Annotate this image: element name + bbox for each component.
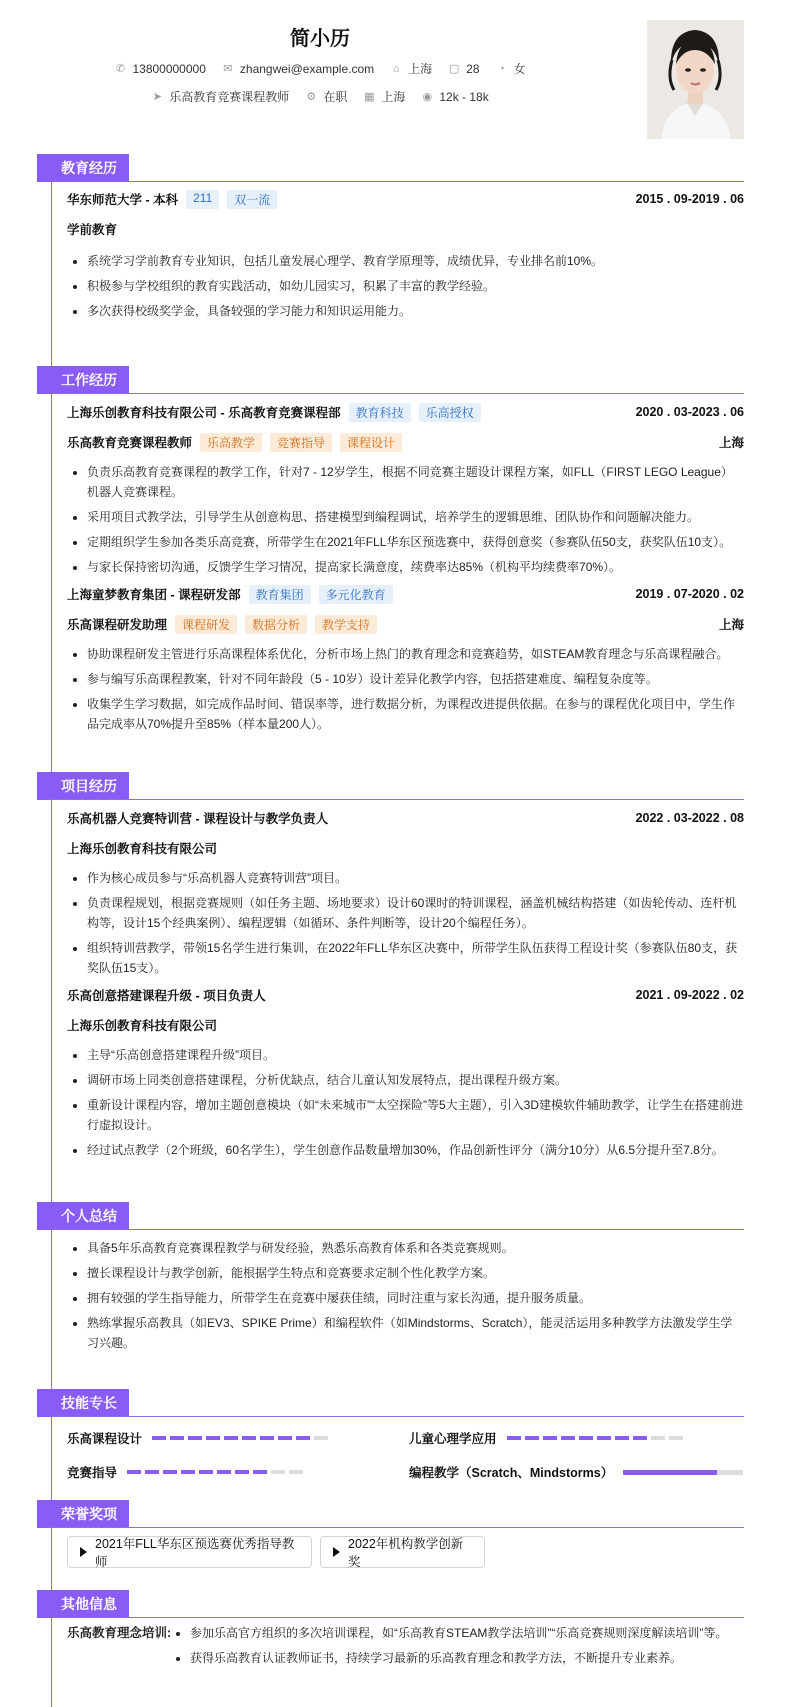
list-item: • 作为核心成员参与“乐高机器人竞赛特训营”项目。 bbox=[87, 868, 744, 888]
work-city-text: 上海 bbox=[381, 90, 406, 104]
skill-dash bbox=[543, 1436, 557, 1440]
role-row bbox=[67, 430, 744, 454]
skill-item bbox=[409, 1463, 743, 1481]
age-text: 28 bbox=[466, 61, 480, 76]
skill-dash bbox=[278, 1436, 292, 1440]
projects-section bbox=[67, 806, 744, 1165]
company-name: 上海童梦教育集团 - 课程研发部 bbox=[67, 588, 241, 602]
skill-dash bbox=[271, 1470, 285, 1474]
list-item: • 系统学习学前教育专业知识，包括儿童发展心理学、教育学原理等，成绩优异，专业排名前10%。 bbox=[87, 251, 744, 271]
list-item: • 多次获得校级奖学金，具备较强的学习能力和知识运用能力。 bbox=[87, 301, 744, 321]
role-tag: 课程设计 bbox=[340, 433, 402, 452]
section-divider bbox=[51, 799, 744, 800]
education-date: 2015 . 09-2019 . 06 bbox=[635, 192, 744, 206]
skill-name: 乐高课程设计 bbox=[67, 1432, 143, 1446]
project-header bbox=[67, 983, 744, 1007]
project-org: 上海乐创教育科技有限公司 bbox=[67, 1019, 218, 1033]
education-bullets bbox=[67, 251, 744, 321]
section-divider bbox=[51, 1617, 744, 1618]
list-item: • 组织特训营教学，带领15名学生进行集训，在2022年FLL华东区决赛中，所带学生队伍获得工程设计奖（参赛队伍80支，获奖队伍15支）。 bbox=[87, 938, 744, 978]
education-header bbox=[67, 187, 744, 211]
list-item: • 采用项目式教学法，引导学生从创意构思、搭建模型到编程调试，培养学生的逻辑思维、团队协作和问题解决能力。 bbox=[87, 507, 744, 527]
skill-dash bbox=[253, 1470, 267, 1474]
project-org-row bbox=[67, 1013, 744, 1037]
project-header bbox=[67, 806, 744, 830]
company-tag: 多元化教育 bbox=[319, 585, 393, 604]
skill-dash bbox=[507, 1436, 521, 1440]
salary-text: 12k - 18k bbox=[439, 89, 489, 104]
summary-section bbox=[67, 1236, 744, 1358]
job-bullets bbox=[67, 462, 744, 577]
avatar bbox=[647, 20, 744, 139]
list-item: • 收集学生学习数据，如完成作品时间、错误率等，进行数据分析，为课程改进提供依据。在参与的课程优化项目中，学生作品完成率从70%提升至85%（样本量200人）。 bbox=[87, 694, 744, 734]
skill-name: 儿童心理学应用 bbox=[409, 1432, 497, 1446]
project-date: 2021 . 09-2022 . 02 bbox=[635, 988, 744, 1002]
salary-item bbox=[421, 88, 488, 105]
skill-dash bbox=[669, 1436, 683, 1440]
candidate-name: 简小历 bbox=[290, 28, 350, 50]
award-chip bbox=[320, 1536, 485, 1568]
major-name: 学前教育 bbox=[67, 223, 118, 237]
money-icon: ◉ bbox=[422, 90, 433, 103]
city-item bbox=[390, 60, 432, 77]
send-icon: ➤ bbox=[152, 90, 162, 103]
email-item bbox=[222, 60, 374, 77]
skill-dash bbox=[217, 1470, 231, 1474]
role-tag: 乐高教学 bbox=[200, 433, 262, 452]
skill-dash bbox=[224, 1436, 238, 1440]
phone-text: 13800000000 bbox=[132, 61, 206, 76]
skill-dash bbox=[127, 1470, 141, 1474]
education-section bbox=[67, 187, 744, 326]
section-divider bbox=[51, 181, 744, 182]
job-location: 上海 bbox=[718, 436, 744, 450]
list-item: • 经过试点教学（2个班级，60名学生），学生创意作品数量增加30%，作品创新性评分（满分10分）从6.5分提升至7.8分。 bbox=[87, 1140, 744, 1160]
school-tag: 双一流 bbox=[227, 190, 277, 209]
email-text: zhangwei@example.com bbox=[239, 61, 375, 76]
list-item: • 负责课程规划，根据竞赛规则（如任务主题、场地要求）设计60课时的特训课程，涵盖机械结构搭建（如齿轮传动、连杆机构等，设计15个经典案例）、编程逻辑（如循环、条件判断等，设计20个编程任务）。 bbox=[87, 893, 744, 933]
list-item: • 熟练掌握乐高教具（如EV3、SPIKE Prime）和编程软件（如Mindstorms、Scratch），能灵活运用多种教学方法激发学生学习兴趣。 bbox=[87, 1313, 744, 1353]
role-tag: 竞赛指导 bbox=[270, 433, 332, 452]
section-divider bbox=[51, 393, 744, 394]
skill-dash bbox=[188, 1436, 202, 1440]
skill-dash bbox=[525, 1436, 539, 1440]
job-target-item bbox=[151, 88, 289, 105]
skill-dash bbox=[145, 1470, 159, 1474]
project-org-row bbox=[67, 836, 744, 860]
award-text: 2022年机构教学创新奖 bbox=[348, 1537, 464, 1569]
role-tag: 数据分析 bbox=[245, 615, 307, 634]
work-section bbox=[67, 400, 744, 739]
skill-item bbox=[409, 1429, 683, 1447]
gender-icon: ◔ bbox=[498, 62, 505, 75]
age-item bbox=[448, 60, 479, 77]
role-name: 乐高课程研发助理 bbox=[67, 618, 168, 632]
list-item: • 获得乐高教育认证教师证书，持续学习最新的乐高教育理念和教学方法，不断提升专业素养。 bbox=[190, 1648, 744, 1668]
home-icon: ⌂ bbox=[392, 62, 400, 75]
company-tag: 教育集团 bbox=[249, 585, 311, 604]
job-header bbox=[67, 582, 744, 606]
timeline-line bbox=[51, 168, 52, 1707]
award-chip bbox=[67, 1536, 312, 1568]
job-header bbox=[67, 400, 744, 424]
gear-icon: ⚙ bbox=[306, 90, 317, 103]
section-divider bbox=[51, 1527, 744, 1528]
list-item: • 与家长保持密切沟通，反馈学生学习情况，提高家长满意度，续费率达85%（机构平均续费率70%）。 bbox=[87, 557, 744, 577]
skill-name: 编程教学（Scratch、Mindstorms） bbox=[409, 1466, 614, 1480]
list-item: • 调研市场上同类创意搭建课程，分析优缺点，结合儿童认知发展特点，提出课程升级方案。 bbox=[87, 1070, 744, 1090]
section-title-education: 教育经历 bbox=[37, 154, 129, 182]
other-bullets bbox=[172, 1623, 744, 1673]
job-date: 2019 . 07-2020 . 02 bbox=[635, 587, 744, 601]
play-icon bbox=[80, 1547, 87, 1557]
skill-dash bbox=[597, 1436, 611, 1440]
section-title-projects: 项目经历 bbox=[37, 772, 129, 800]
project-date: 2022 . 03-2022 . 08 bbox=[635, 811, 744, 825]
section-divider bbox=[51, 1229, 744, 1230]
project-name: 乐高机器人竞赛特训营 - 课程设计与教学负责人 bbox=[67, 812, 329, 826]
list-item: • 定期组织学生参加各类乐高竞赛，所带学生在2021年FLL华东区预选赛中，获得创意奖（参赛队伍50支，获奖队伍10支）。 bbox=[87, 532, 744, 552]
skill-dash bbox=[242, 1436, 256, 1440]
skill-dash bbox=[260, 1436, 274, 1440]
role-row bbox=[67, 612, 744, 636]
section-title-work: 工作经历 bbox=[37, 366, 129, 394]
email-icon: ✉ bbox=[223, 62, 233, 75]
section-title-awards: 荣誉奖项 bbox=[37, 1500, 129, 1528]
list-item: • 协助课程研发主管进行乐高课程体系优化，分析市场上热门的教育理念和竞赛趋势，如STEAM教育理念与乐高课程融合。 bbox=[87, 644, 744, 664]
skill-level-fill bbox=[623, 1470, 717, 1475]
role-tag: 教学支持 bbox=[315, 615, 377, 634]
project-name: 乐高创意搭建课程升级 - 项目负责人 bbox=[67, 989, 266, 1003]
major-row bbox=[67, 217, 744, 241]
company-tag: 教育科技 bbox=[349, 403, 411, 422]
building-icon: ▦ bbox=[364, 90, 375, 103]
other-label: 乐高教育理念培训: bbox=[67, 1626, 172, 1640]
skill-dash bbox=[163, 1470, 177, 1474]
role-tag: 课程研发 bbox=[175, 615, 237, 634]
list-item: • 主导“乐高创意搭建课程升级”项目。 bbox=[87, 1045, 744, 1065]
skill-dash bbox=[152, 1436, 166, 1440]
summary-bullets bbox=[67, 1238, 744, 1353]
contact-row bbox=[0, 60, 640, 77]
award-text: 2021年FLL华东区预选赛优秀指导教师 bbox=[95, 1537, 295, 1569]
work-city-item bbox=[363, 88, 405, 105]
school-tag: 211 bbox=[186, 190, 219, 209]
skill-dash bbox=[561, 1436, 575, 1440]
list-item: • 具备5年乐高教育竞赛课程教学与研发经验，熟悉乐高教育体系和各类竞赛规则。 bbox=[87, 1238, 744, 1258]
skill-level-dashes bbox=[127, 1470, 303, 1474]
status-item bbox=[305, 88, 347, 105]
role-name: 乐高教育竞赛课程教师 bbox=[67, 436, 193, 450]
skill-dash bbox=[579, 1436, 593, 1440]
play-icon bbox=[333, 1547, 340, 1557]
phone-icon: ✆ bbox=[115, 62, 126, 75]
list-item: • 负责乐高教育竞赛课程的教学工作，针对7 - 12岁学生，根据不同竞赛主题设计课程方案，如FLL（FIRST LEGO League）机器人竞赛课程。 bbox=[87, 462, 744, 502]
city-text: 上海 bbox=[408, 62, 433, 76]
gender-text: 女 bbox=[513, 62, 526, 76]
list-item: • 参加乐高官方组织的多次培训课程，如“乐高教育STEAM教学法培训”“乐高竞赛规则深度解读培训”等。 bbox=[190, 1623, 744, 1643]
gender-item bbox=[496, 60, 526, 77]
skill-dash bbox=[296, 1436, 310, 1440]
phone-item bbox=[114, 60, 205, 77]
skill-dash bbox=[633, 1436, 647, 1440]
skill-item bbox=[67, 1429, 328, 1447]
job-target-text: 乐高教育竞赛课程教师 bbox=[169, 90, 290, 104]
section-divider bbox=[51, 1416, 744, 1417]
project-bullets bbox=[67, 868, 744, 978]
skill-level-dashes bbox=[507, 1436, 683, 1440]
section-title-other: 其他信息 bbox=[37, 1590, 129, 1618]
skill-dash bbox=[181, 1470, 195, 1474]
project-org: 上海乐创教育科技有限公司 bbox=[67, 842, 218, 856]
list-item: • 积极参与学校组织的教育实践活动，如幼儿园实习，积累了丰富的教学经验。 bbox=[87, 276, 744, 296]
job-bullets bbox=[67, 644, 744, 734]
job-intent-row bbox=[0, 88, 640, 105]
job-location: 上海 bbox=[718, 618, 744, 632]
section-title-skills: 技能专长 bbox=[37, 1389, 129, 1417]
skill-dash bbox=[615, 1436, 629, 1440]
skill-dash bbox=[289, 1470, 303, 1474]
skill-dash bbox=[206, 1436, 220, 1440]
skill-dash bbox=[170, 1436, 184, 1440]
skill-name: 竞赛指导 bbox=[67, 1466, 118, 1480]
skill-dash bbox=[651, 1436, 665, 1440]
skill-level-dashes bbox=[152, 1436, 328, 1440]
school-name: 华东师范大学 - 本科 bbox=[67, 193, 179, 207]
skill-level-bar bbox=[623, 1470, 743, 1475]
company-name: 上海乐创教育科技有限公司 - 乐高教育竞赛课程部 bbox=[67, 406, 341, 420]
list-item: • 重新设计课程内容，增加主题创意模块（如“未来城市”“太空探险”等5大主题），引入3D建模软件辅助教学，让学生在搭建前进行虚拟设计。 bbox=[87, 1095, 744, 1135]
skill-dash bbox=[314, 1436, 328, 1440]
portrait-image bbox=[647, 20, 744, 139]
skill-dash bbox=[235, 1470, 249, 1474]
other-row bbox=[67, 1623, 744, 1673]
list-item: • 参与编写乐高课程教案，针对不同年龄段（5 - 10岁）设计差异化教学内容，包括搭建难度、编程复杂度等。 bbox=[87, 669, 744, 689]
skill-dash bbox=[199, 1470, 213, 1474]
project-bullets bbox=[67, 1045, 744, 1160]
other-section bbox=[67, 1623, 744, 1673]
job-date: 2020 . 03-2023 . 06 bbox=[635, 405, 744, 419]
status-text: 在职 bbox=[323, 90, 348, 104]
list-item: • 拥有较强的学生指导能力，所带学生在竞赛中屡获佳绩，同时注重与家长沟通，提升服务质量。 bbox=[87, 1288, 744, 1308]
calendar-icon: ▢ bbox=[448, 62, 460, 75]
section-title-summary: 个人总结 bbox=[37, 1202, 129, 1230]
skill-item bbox=[67, 1463, 303, 1481]
list-item: • 擅长课程设计与教学创新，能根据学生特点和竞赛要求定制个性化教学方案。 bbox=[87, 1263, 744, 1283]
company-tag: 乐高授权 bbox=[419, 403, 481, 422]
